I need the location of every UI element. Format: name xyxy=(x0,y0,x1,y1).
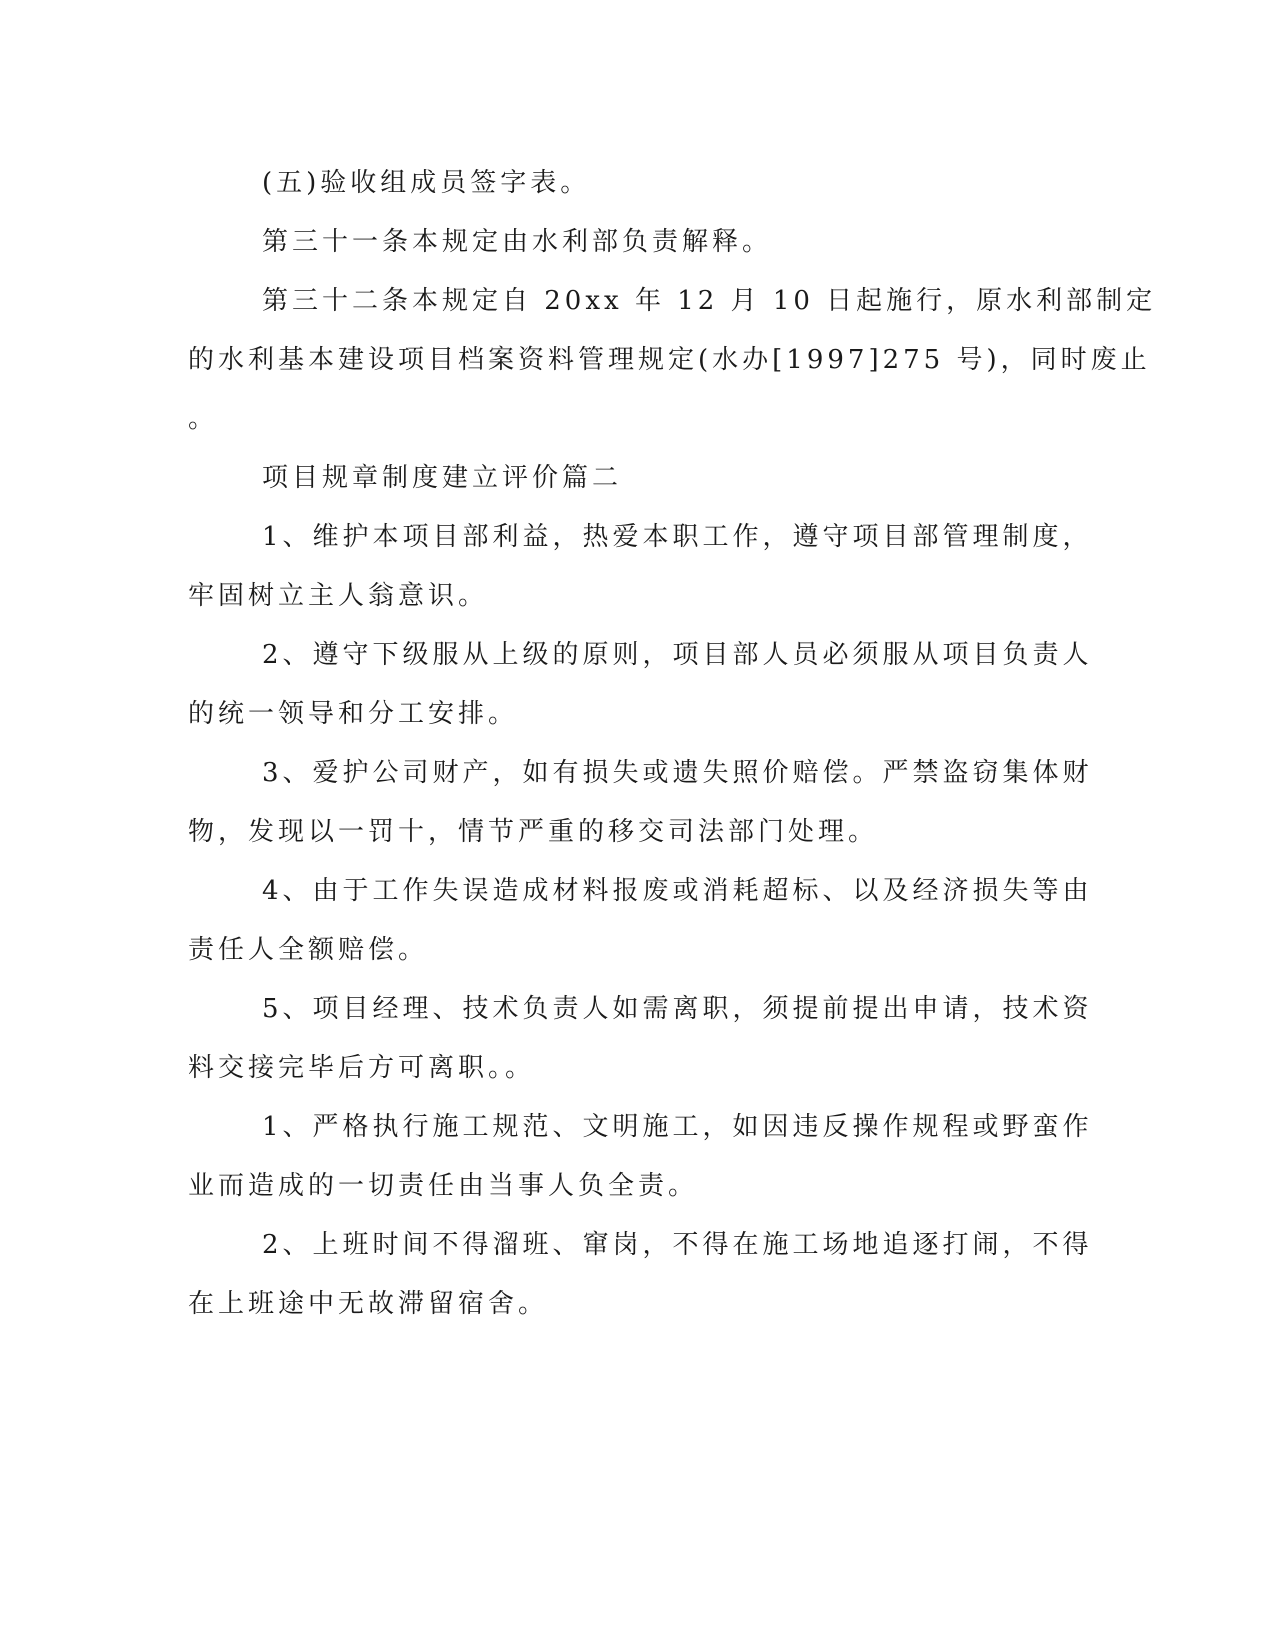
paragraph-line: 的统一领导和分工安排。 xyxy=(188,699,519,729)
paragraph-line: 第三十一条本规定由水利部负责解释。 xyxy=(262,227,773,257)
paragraph-line: 第三十二条本规定自 20xx 年 12 月 10 日起施行，原水利部制定 xyxy=(262,286,1157,316)
paragraph-line: (五)验收组成员签字表。 xyxy=(262,168,591,198)
paragraph-line: 4、由于工作失误造成材料报废或消耗超标、以及经济损失等由 xyxy=(262,876,1093,906)
paragraph-line: 责任人全额赔偿。 xyxy=(188,935,429,965)
paragraph-line: 1、严格执行施工规范、文明施工，如因违反操作规程或野蛮作 xyxy=(262,1112,1093,1142)
paragraph-line: 物，发现以一罚十，情节严重的移交司法部门处理。 xyxy=(188,817,879,847)
paragraph-line: 。 xyxy=(188,404,219,434)
paragraph-line: 的水利基本建设项目档案资料管理规定(水办[1997]275 号)，同时废止 xyxy=(188,345,1151,375)
paragraph-line: 5、项目经理、技术负责人如需离职，须提前提出申请，技术资 xyxy=(262,994,1093,1024)
paragraph-line: 牢固树立主人翁意识。 xyxy=(188,581,489,611)
paragraph-line: 1、维护本项目部利益，热爱本职工作，遵守项目部管理制度， xyxy=(262,522,1093,552)
paragraph-line: 在上班途中无故滞留宿舍。 xyxy=(188,1289,549,1319)
paragraph-line: 3、爱护公司财产，如有损失或遗失照价赔偿。严禁盗窃集体财 xyxy=(262,758,1093,788)
paragraph-line: 2、上班时间不得溜班、窜岗，不得在施工场地追逐打闹，不得 xyxy=(262,1230,1093,1260)
paragraph-line: 2、遵守下级服从上级的原则，项目部人员必须服从项目负责人 xyxy=(262,640,1093,670)
section-heading: 项目规章制度建立评价篇二 xyxy=(262,463,623,493)
paragraph-line: 业而造成的一切责任由当事人负全责。 xyxy=(188,1171,699,1201)
paragraph-line: 料交接完毕后方可离职。。 xyxy=(188,1053,536,1083)
